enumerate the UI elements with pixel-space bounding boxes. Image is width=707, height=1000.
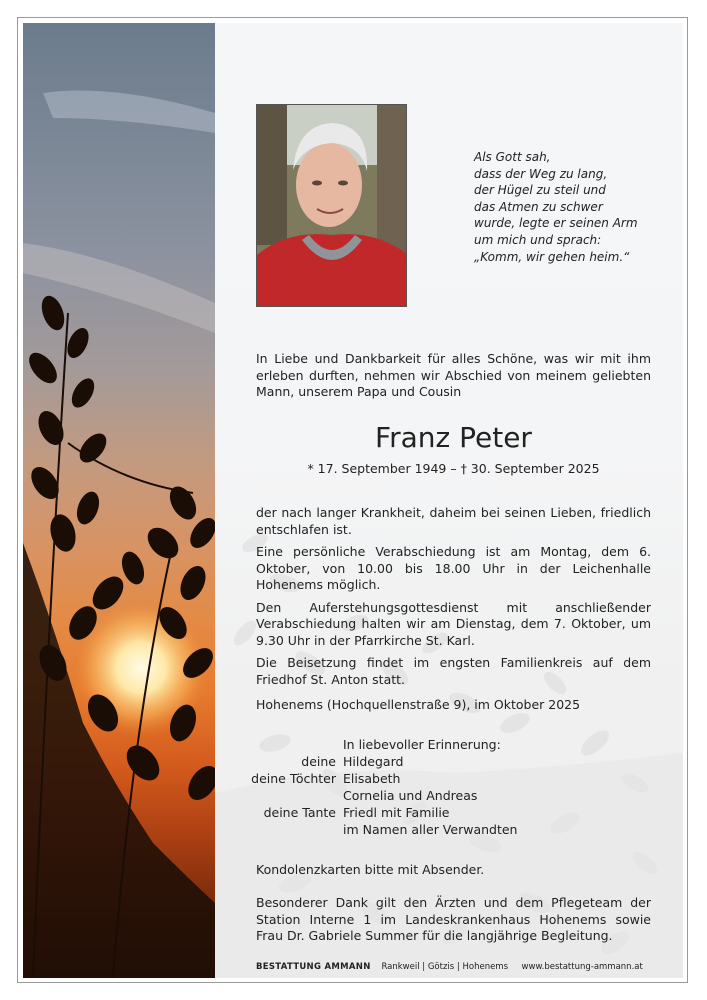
paragraph-viewing: Eine persönliche Verabschiedung ist am Montag, dem 6. Oktober, von 10.00 bis 18.00 Uhr in der Leichenhalle Hohenems möglich.	[256, 544, 651, 592]
signature-label	[230, 822, 336, 839]
signature-label: deine	[301, 754, 336, 769]
paragraph-burial: Die Beisetzung findet im engsten Familienkreis auf dem Friedhof St. Anton statt.	[256, 655, 651, 687]
poem-line: „Komm, wir gehen heim.“	[474, 249, 630, 264]
poem-line: wurde, legte er seinen Arm	[474, 216, 638, 231]
footer	[256, 962, 643, 972]
life-dates: * 17. September 1949 – † 30. September 2025	[307, 461, 600, 476]
signature-label	[230, 737, 336, 754]
poem	[474, 149, 674, 265]
poem-line: dass der Weg zu lang,	[474, 166, 608, 181]
place-date: Hohenems (Hochquellenstraße 9), im Oktober 2025	[256, 697, 581, 712]
announcement-body	[256, 505, 651, 694]
paragraph-passing: der nach langer Krankheit, daheim bei seinen Lieben, friedlich entschlafen ist.	[256, 505, 651, 537]
signature-name: Elisabeth	[343, 771, 401, 786]
deceased-name: Franz Peter	[375, 421, 532, 454]
footer-website[interactable]: www.bestattung-ammann.at	[521, 962, 643, 972]
paragraph-service: Den Auferstehungsgottesdienst mit anschließender Verabschiedung halten wir am Dienstag, dem 7. Oktober, um 9.30 Uhr in der Pfarrkirche St. Karl.	[256, 599, 651, 648]
signature-names	[343, 737, 643, 839]
signature-label: deine Töchter	[251, 771, 336, 786]
signature-name: Cornelia und Andreas	[343, 788, 478, 803]
thanks-text: Besonderer Dank gilt den Ärzten und dem Pflegeteam der Station Interne 1 im Landeskrankenhaus Hohenems sowie Frau Dr. Gabriele Summer für die langjährige Begleitung.	[256, 895, 651, 943]
signature-name: Friedl mit Familie	[343, 805, 450, 820]
intro-text: In Liebe und Dankbarkeit für alles Schöne, was wir mit ihm erleben durften, nehmen wir Abschied von meinem geliebten Mann, unserem Papa und Cousin	[256, 351, 651, 399]
funeral-home-name	[256, 962, 371, 972]
signature-label: deine Tante	[263, 805, 336, 820]
brand-part-b: AMMANN	[324, 962, 371, 972]
signature-name: Hildegard	[343, 754, 404, 769]
portrait-photo	[256, 104, 407, 307]
signature-label	[230, 788, 336, 805]
poem-line: um mich und sprach:	[474, 232, 602, 247]
poem-line: Als Gott sah,	[474, 150, 551, 164]
signature-labels	[230, 737, 336, 839]
signature-name: im Namen aller Verwandten	[343, 822, 518, 837]
poem-line: der Hügel zu steil und	[474, 183, 606, 198]
signature-name: In liebevoller Erinnerung:	[343, 737, 501, 752]
sunset-image-strip	[23, 23, 215, 978]
footer-locations: Rankweil | Götzis | Hohenems	[381, 962, 509, 972]
brand-part-a: BESTATTUNG	[256, 962, 322, 972]
condolence-note: Kondolenzkarten bitte mit Absender.	[256, 862, 485, 877]
poem-line: das Atmen zu schwer	[474, 199, 603, 214]
